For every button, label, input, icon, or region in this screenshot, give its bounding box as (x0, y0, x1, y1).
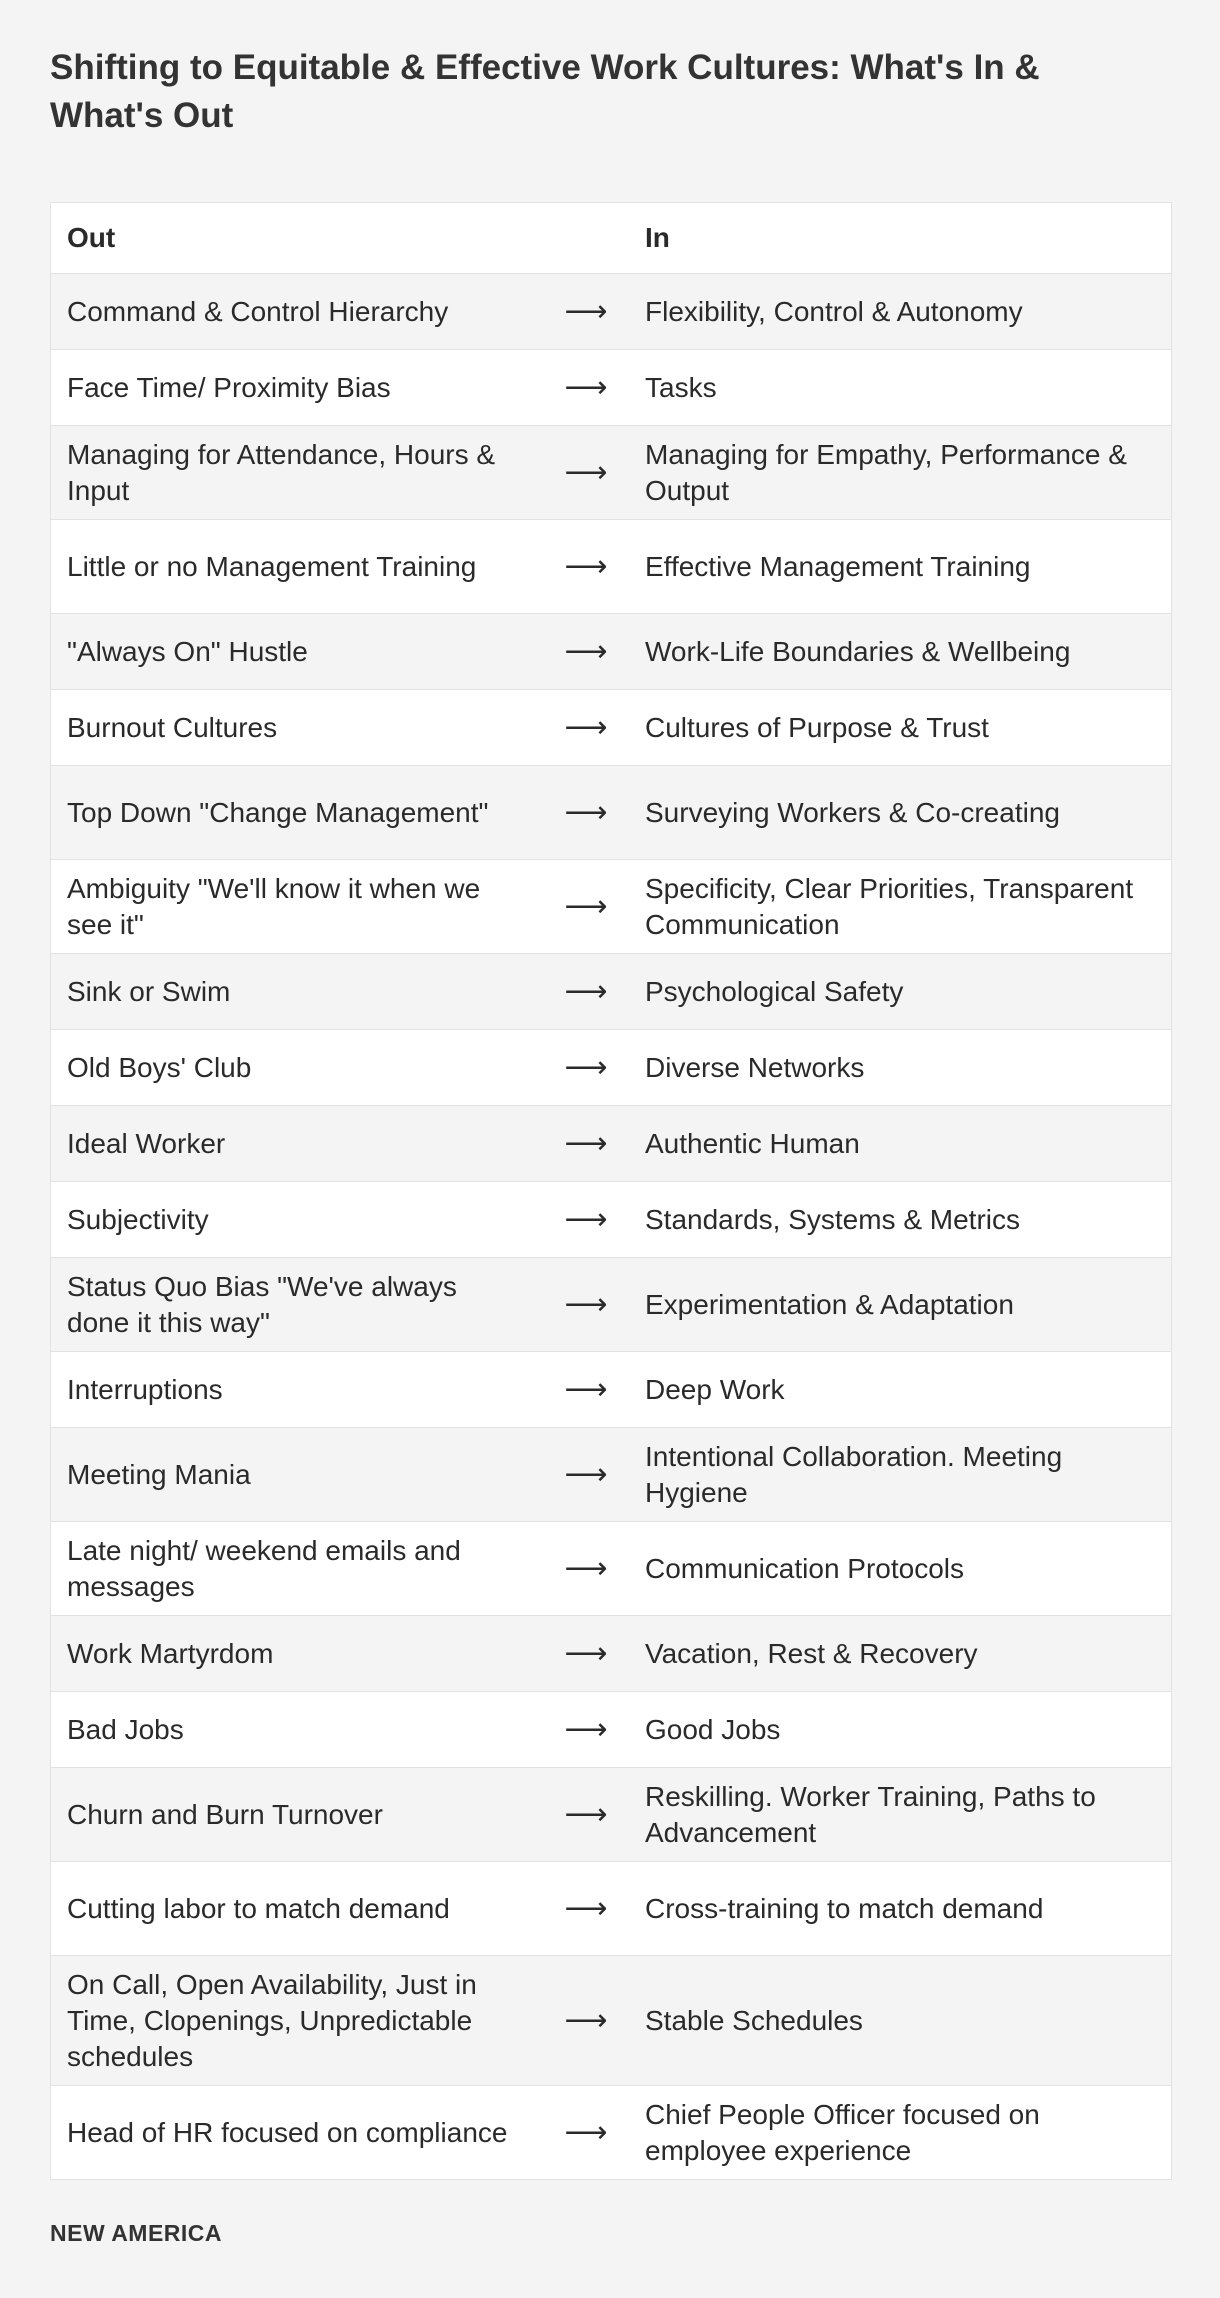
out-cell: Command & Control Hierarchy (67, 295, 449, 327)
in-cell: Standards, Systems & Metrics (645, 1203, 1021, 1235)
out-cell: Interruptions (67, 1373, 223, 1405)
in-cell: Surveying Workers & Co-creating (645, 796, 1060, 828)
table-row (51, 2085, 1171, 2179)
column-header-out: Out (67, 222, 116, 253)
out-cell: Status Quo Bias "We've always done it this way" (67, 1270, 457, 1338)
table-row (51, 1427, 1171, 1521)
table-row (51, 1029, 1171, 1105)
in-cell: Stable Schedules (645, 2004, 863, 2036)
in-cell: Managing for Empathy, Performance & Output (645, 438, 1127, 506)
arrow-right-icon: ⟶ (564, 1891, 608, 1925)
table-row (51, 273, 1171, 349)
arrow-right-icon: ⟶ (564, 294, 608, 328)
in-cell: Specificity, Clear Priorities, Transparent Communication (645, 872, 1134, 940)
arrow-right-icon: ⟶ (564, 1712, 608, 1746)
arrow-right-icon: ⟶ (564, 795, 608, 829)
out-cell: Subjectivity (67, 1203, 209, 1235)
in-cell: Work-Life Boundaries & Wellbeing (645, 635, 1071, 667)
out-cell: Head of HR focused on compliance (67, 2116, 508, 2148)
arrow-right-icon: ⟶ (564, 549, 608, 583)
in-cell: Authentic Human (645, 1127, 860, 1159)
arrow-right-icon: ⟶ (564, 1050, 608, 1084)
table-row (51, 613, 1171, 689)
arrow-right-icon: ⟶ (564, 2003, 608, 2037)
out-cell: Sink or Swim (67, 975, 231, 1007)
in-cell: Communication Protocols (645, 1552, 965, 1584)
table-row (51, 1105, 1171, 1181)
arrow-right-icon: ⟶ (564, 889, 608, 923)
table-body (51, 273, 1171, 2179)
table-row (51, 1351, 1171, 1427)
arrow-right-icon: ⟶ (564, 455, 608, 489)
page-title: Shifting to Equitable & Effective Work Cultures: What's In & What's Out (50, 48, 1040, 135)
out-cell: Face Time/ Proximity Bias (67, 371, 391, 403)
table-row (51, 1521, 1171, 1615)
in-cell: Good Jobs (645, 1713, 781, 1745)
table-row (51, 519, 1171, 613)
table-row (51, 425, 1171, 519)
arrow-right-icon: ⟶ (564, 1551, 608, 1585)
arrow-right-icon: ⟶ (564, 1797, 608, 1831)
arrow-right-icon: ⟶ (564, 710, 608, 744)
in-cell: Intentional Collaboration. Meeting Hygiene (645, 1440, 1063, 1508)
in-cell: Flexibility, Control & Autonomy (645, 295, 1023, 327)
table-row (51, 1767, 1171, 1861)
table-row (51, 1861, 1171, 1955)
arrow-right-icon: ⟶ (564, 1126, 608, 1160)
out-cell: Cutting labor to match demand (67, 1892, 450, 1924)
table-row (51, 1615, 1171, 1691)
out-cell: Bad Jobs (67, 1713, 184, 1745)
out-cell: Managing for Attendance, Hours & Input (67, 438, 496, 506)
table-row (51, 1181, 1171, 1257)
table-row (51, 765, 1171, 859)
arrow-right-icon: ⟶ (564, 974, 608, 1008)
arrow-right-icon: ⟶ (564, 2115, 608, 2149)
out-cell: Ambiguity "We'll know it when we see it" (67, 872, 481, 940)
table-row (51, 859, 1171, 953)
table-header-row (51, 203, 1171, 273)
in-cell: Cross-training to match demand (645, 1892, 1044, 1924)
in-cell: Diverse Networks (645, 1051, 865, 1083)
out-cell: Work Martyrdom (67, 1637, 274, 1669)
table-row (51, 689, 1171, 765)
comparison-table (50, 202, 1172, 2180)
out-cell: Churn and Burn Turnover (67, 1798, 383, 1830)
out-cell: Little or no Management Training (67, 550, 477, 582)
arrow-right-icon: ⟶ (564, 1457, 608, 1491)
in-cell: Experimentation & Adaptation (645, 1288, 1014, 1320)
in-cell: Cultures of Purpose & Trust (645, 711, 989, 743)
arrow-right-icon: ⟶ (564, 1636, 608, 1670)
table-row (51, 1691, 1171, 1767)
brand-logo-text: NEW AMERICA (50, 2220, 223, 2246)
out-cell: Burnout Cultures (67, 711, 278, 743)
in-cell: Chief People Officer focused on employee experience (645, 2098, 1040, 2166)
in-cell: Psychological Safety (645, 975, 904, 1007)
out-cell: On Call, Open Availability, Just in Time, Clopenings, Unpredictable schedules (67, 1968, 477, 2072)
arrow-right-icon: ⟶ (564, 1287, 608, 1321)
in-cell: Vacation, Rest & Recovery (645, 1637, 978, 1669)
arrow-right-icon: ⟶ (564, 1372, 608, 1406)
arrow-right-icon: ⟶ (564, 1202, 608, 1236)
column-header-in: In (645, 222, 670, 253)
in-cell: Tasks (645, 371, 717, 403)
table-row (51, 1955, 1171, 2085)
out-cell: Meeting Mania (67, 1458, 251, 1490)
arrow-right-icon: ⟶ (564, 634, 608, 668)
out-cell: Ideal Worker (67, 1127, 226, 1159)
arrow-right-icon: ⟶ (564, 370, 608, 404)
in-cell: Reskilling. Worker Training, Paths to Advancement (645, 1780, 1096, 1848)
out-cell: "Always On" Hustle (67, 635, 308, 667)
out-cell: Old Boys' Club (67, 1051, 252, 1083)
table-row (51, 953, 1171, 1029)
in-cell: Deep Work (645, 1373, 785, 1405)
out-cell: Top Down "Change Management" (67, 796, 489, 828)
in-cell: Effective Management Training (645, 550, 1031, 582)
table-row (51, 1257, 1171, 1351)
out-cell: Late night/ weekend emails and messages (67, 1534, 461, 1602)
table-row (51, 349, 1171, 425)
